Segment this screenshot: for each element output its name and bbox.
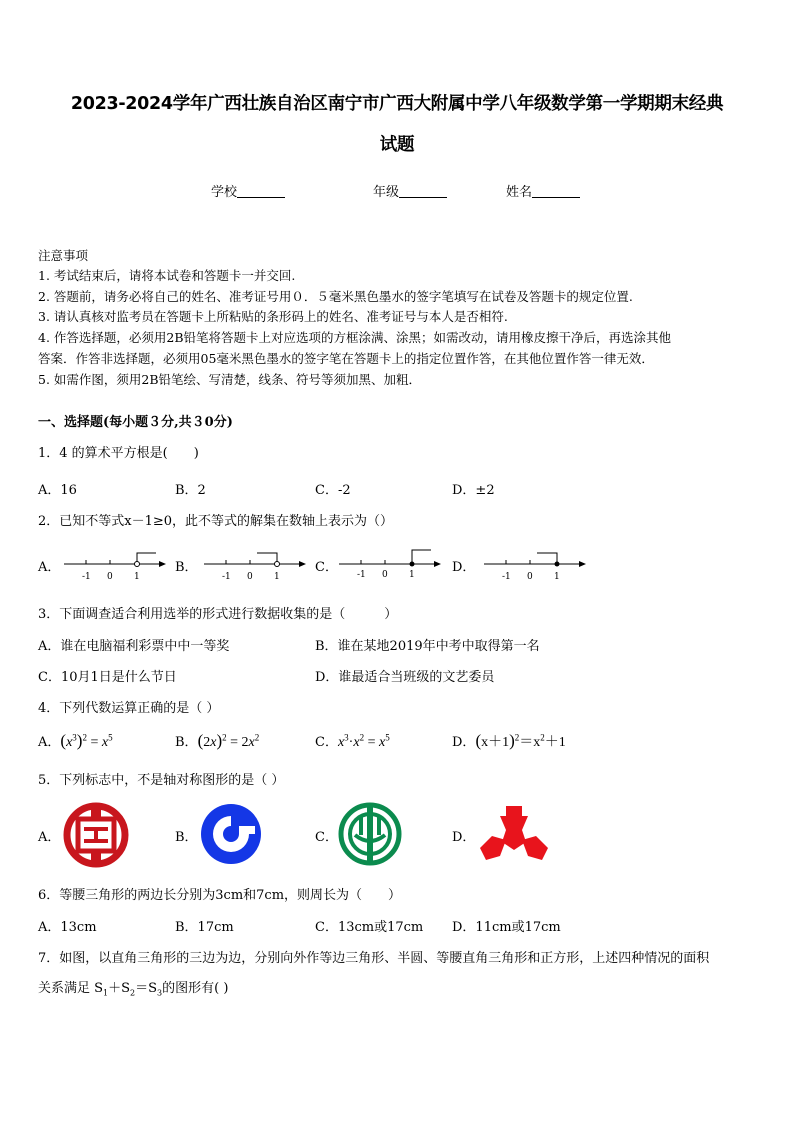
- grade-field: 年级: [373, 181, 447, 200]
- number-line-b: [202, 548, 307, 584]
- q6-option-b: B．17cm: [175, 920, 234, 935]
- q6-option-c: C．13cm或17cm: [315, 920, 424, 935]
- question-6: 6．等腰三角形的两边长分别为3cm和7cm，则周长为（ ）: [38, 888, 402, 903]
- q6-option-a: A．13cm: [38, 920, 97, 935]
- section-heading: 一、选择题(每小题３分,共３0分): [38, 415, 233, 430]
- q3-option-a: A．谁在电脑福利彩票中中一等奖: [38, 639, 230, 654]
- svg-text:0: 0: [247, 572, 253, 582]
- q1-option-b: B．2: [175, 483, 206, 498]
- question-7: 7．如图，以直角三角形的三边为边，分别向外作等边三角形、半圆、等腰直角三角形和正方形，上述四种情况的面积: [38, 951, 710, 966]
- note-item: 1. 考试结束后，请将本试卷和答题卡一并交回.: [38, 268, 296, 283]
- q2-option-b: B．: [175, 560, 198, 575]
- page-title-line1: 2023-2024学年广西壮族自治区南宁市广西大附属中学八年级数学第一学期期末经典: [70, 94, 724, 114]
- page-title-line2: 试题: [379, 135, 415, 155]
- note-item: 答案．作答非选择题，必须用05毫米黑色墨水的签字笔在答题卡上的指定位置作答，在其他位置作答一律无效．: [38, 351, 654, 366]
- question-3: 3．下面调查适合利用选举的形式进行数据收集的是（ ）: [38, 607, 398, 622]
- svg-text:-1: -1: [222, 572, 231, 582]
- svg-text:-1: -1: [82, 572, 91, 582]
- school-field: 学校: [211, 181, 285, 200]
- abc-logo-icon: [337, 801, 403, 867]
- svg-text:1: 1: [409, 570, 415, 579]
- bank-logo-icon: [476, 800, 552, 866]
- note-item: 3. 请认真核对监考员在答题卡上所粘贴的条形码上的姓名、准考证号与本人是否相符.: [38, 309, 508, 324]
- q1-option-c: C．-2: [315, 483, 351, 498]
- q4-expr-c: $x^3\cdot x^2 = x^5$: [337, 732, 390, 750]
- q2-option-c: C．: [315, 560, 338, 575]
- name-field: 姓名: [506, 181, 580, 200]
- svg-text:-1: -1: [357, 570, 366, 579]
- q3-option-b: B．谁在某地2019年中考中取得第一名: [315, 639, 540, 654]
- q5-option-b: B．: [175, 830, 198, 845]
- q3-option-c: C．10月1日是什么节日: [38, 670, 177, 685]
- svg-text:0: 0: [527, 572, 533, 582]
- q2-option-d: D．: [452, 560, 476, 575]
- number-line-c: [337, 543, 442, 579]
- question-4: 4．下列代数运算正确的是（ ）: [38, 701, 220, 716]
- q6-option-d: D．11cm或17cm: [452, 920, 561, 935]
- question-1: 1．4 的算术平方根是( ): [38, 446, 199, 461]
- q4-option-d: D．$(x+1)^2=x^2+1$: [452, 731, 566, 750]
- svg-text:1: 1: [554, 572, 560, 582]
- q5-option-a: A．: [38, 830, 61, 845]
- q4-option-b: B．$(2x)^2 = 2x^2$: [175, 731, 260, 750]
- note-item: 5. 如需作图，须用2B铅笔绘、写清楚，线条、符号等须加黑、加粗．: [38, 372, 422, 387]
- number-line-a: [62, 548, 167, 584]
- q4-expr-a: $(x^3)^2 = x^5$: [60, 731, 113, 750]
- question-7-line2: 关系满足 $S_1+S_2=S_3$的图形有( ): [38, 981, 229, 998]
- q3-option-d: D．谁最适合当班级的文艺委员: [315, 670, 495, 685]
- q5-option-d: D．: [452, 830, 476, 845]
- number-line-d: [482, 548, 588, 584]
- note-item: 4. 作答选择题，必须用2B铅笔将答题卡上对应选项的方框涂满、涂黑；如需改动，请用橡皮擦干净后，再选涂其他: [38, 330, 672, 345]
- svg-text:0: 0: [382, 570, 388, 579]
- svg-text:-1: -1: [502, 572, 511, 582]
- q5-option-c: C．: [315, 830, 338, 845]
- q1-option-a: A．16: [38, 483, 77, 498]
- q4-option-a: A．$(x^3)^2 = x^5$: [38, 731, 113, 750]
- q1-option-d: D．±2: [452, 483, 495, 498]
- question-5: 5．下列标志中，不是轴对称图形的是（ ）: [38, 773, 285, 788]
- notes-heading: 注意事项: [38, 248, 89, 263]
- svg-text:0: 0: [107, 572, 113, 582]
- svg-text:1: 1: [134, 572, 140, 582]
- icbc-logo-icon: [62, 802, 130, 868]
- q4-expr-b: $(2x)^2 = 2x^2$: [197, 731, 260, 750]
- q2-option-a: A．: [38, 560, 61, 575]
- note-item: 2. 答题前，请务必将自己的姓名、准考证号用０．５毫米黑色墨水的签字笔填写在试卷及答题卡的规定位置.: [38, 289, 633, 304]
- q4-option-c: C．$x^3\cdot x^2 = x^5$: [315, 732, 390, 750]
- svg-text:1: 1: [274, 572, 280, 582]
- question-2: 2．已知不等式x－1≥0，此不等式的解集在数轴上表示为（）: [38, 514, 394, 529]
- q4-expr-d: $(x+1)^2=x^2+1$: [475, 731, 566, 750]
- ccb-logo-icon: [199, 802, 263, 866]
